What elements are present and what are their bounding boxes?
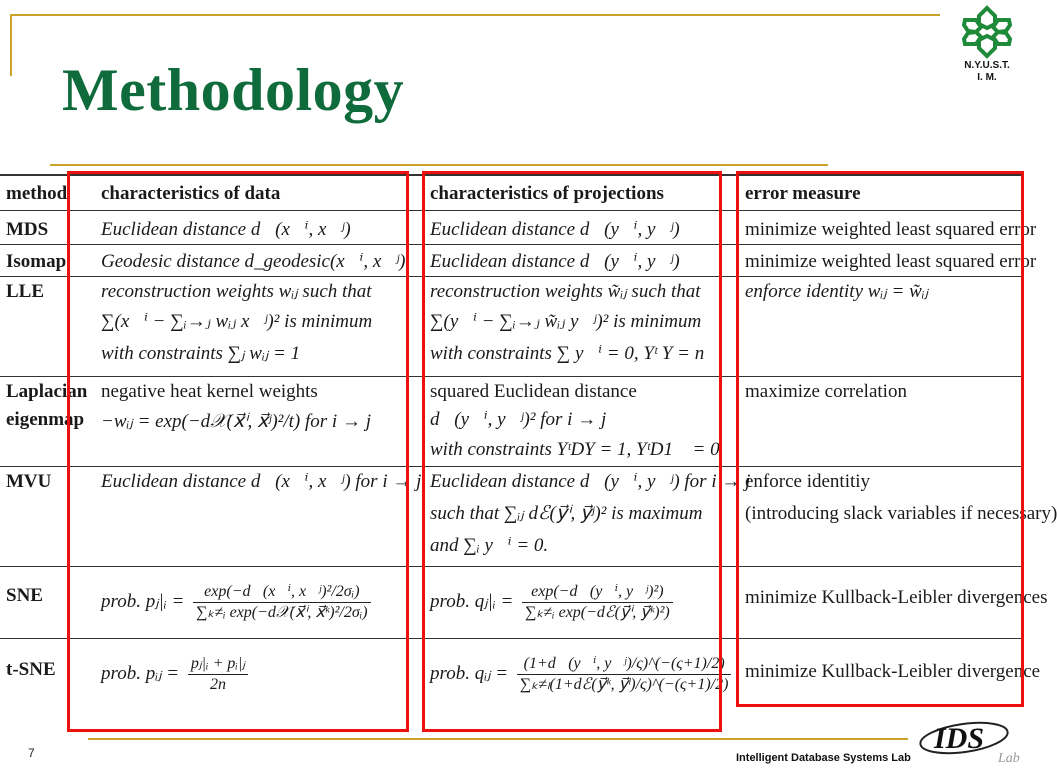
laplacian-projections-line: dℰ(y⃗ⁱ, y⃗ʲ)² for i → j bbox=[430, 409, 607, 430]
sne-proj-denominator: ∑ₖ≠ᵢ exp(−dℰ(y⃗ⁱ, y⃗ᵏ)²) bbox=[525, 604, 670, 621]
mds-data: Euclidean distance d𝒳(x⃗ⁱ, x⃗ʲ) bbox=[101, 219, 351, 240]
header-projections: characteristics of projections bbox=[430, 183, 664, 204]
mvu-data: Euclidean distance d𝒳(x⃗ⁱ, x⃗ʲ) for i → j bbox=[101, 471, 422, 492]
sne-proj-numerator: exp(−dℰ(y⃗ⁱ, y⃗ʲ)²) bbox=[522, 582, 673, 603]
isomap-data: Geodesic distance d_geodesic(x⃗ⁱ, x⃗ʲ) bbox=[101, 251, 406, 272]
isomap-error: minimize weighted least squared error bbox=[745, 251, 1037, 272]
highlight-box-error bbox=[736, 171, 1024, 707]
sne-data-denominator: ∑ₖ≠ᵢ exp(−d𝒳(x⃗ⁱ, x⃗ᵏ)²/2σᵢ) bbox=[196, 604, 368, 621]
logo-label-line2: I. M. bbox=[977, 72, 997, 83]
method-tsne: t-SNE bbox=[6, 659, 56, 680]
mds-error: minimize weighted least squared error bbox=[745, 219, 1037, 240]
method-mds: MDS bbox=[6, 219, 49, 240]
lle-projections-line: with constraints ∑ y⃗ⁱ = 0, Yᵗ Y = n bbox=[430, 343, 705, 364]
header-data: characteristics of data bbox=[101, 183, 281, 204]
mvu-error-line: (introducing slack variables if necessary) bbox=[745, 503, 1057, 524]
slide-title: Methodology bbox=[62, 57, 405, 123]
highlight-box-data bbox=[67, 171, 409, 732]
isomap-projections: Euclidean distance dℰ(y⃗ⁱ, y⃗ʲ) bbox=[430, 251, 680, 272]
laplacian-projections-line: squared Euclidean distance bbox=[430, 381, 637, 402]
highlight-box-projections bbox=[422, 171, 722, 732]
sne-data-numerator: exp(−d𝒳(x⃗ⁱ, x⃗ʲ)²/2σᵢ) bbox=[193, 582, 371, 603]
page-number: 7 bbox=[28, 746, 35, 760]
method-lle: LLE bbox=[6, 281, 45, 302]
tsne-proj-numerator: (1+dℰ(y⃗ⁱ, y⃗ʲ)/ς)^(−(ς+1)/2) bbox=[517, 654, 732, 675]
nyust-logo bbox=[954, 4, 1020, 84]
mvu-projections-line: such that ∑ᵢⱼ dℰ(y⃗ⁱ, y⃗ʲ)² is maximum bbox=[430, 503, 703, 524]
method-mvu: MVU bbox=[6, 471, 52, 492]
laplacian-data-line: negative heat kernel weights bbox=[101, 381, 318, 402]
mvu-projections-line: Euclidean distance dℰ(y⃗ⁱ, y⃗ʲ) for i → j bbox=[430, 471, 751, 492]
top-gold-rule bbox=[10, 14, 940, 16]
lle-error: enforce identity wᵢⱼ = w̃ᵢⱼ bbox=[745, 281, 929, 302]
logo-label-line1: N.Y.U.S.T. bbox=[964, 60, 1010, 71]
lle-projections-line: ∑(y⃗ⁱ − ∑ᵢ→ⱼ w̃ᵢⱼ y⃗ʲ)² is minimum bbox=[430, 311, 702, 332]
laplacian-error: maximize correlation bbox=[745, 381, 907, 402]
sne-data-prefix: prob. pⱼ|ᵢ = bbox=[101, 590, 185, 612]
footer-gold-rule bbox=[88, 738, 908, 740]
header-error: error measure bbox=[745, 183, 861, 204]
sne-error: minimize Kullback-Leibler divergences bbox=[745, 587, 1048, 608]
method-sne: SNE bbox=[6, 585, 43, 606]
sne-proj-prefix: prob. qⱼ|ᵢ = bbox=[430, 590, 514, 612]
tsne-data-denominator: 2n bbox=[209, 676, 226, 693]
laplacian-projections-line: with constraints YᵗDY = 1, YᵗD1⃗ = 0⃗ bbox=[430, 439, 735, 460]
tsne-proj-denominator: ∑ₖ≠ₗ(1+dℰ(y⃗ᵏ, y⃗ˡ)/ς)^(−(ς+1)/2) bbox=[519, 676, 729, 693]
method-laplacian: Laplacian bbox=[6, 381, 88, 402]
tsne-data-numerator: pⱼ|ᵢ + pᵢ|ⱼ bbox=[188, 654, 248, 675]
mvu-error-line: enforce identitiy bbox=[745, 471, 871, 492]
lle-data-line: reconstruction weights wᵢⱼ such that bbox=[101, 281, 372, 302]
mds-projections: Euclidean distance dℰ(y⃗ⁱ, y⃗ʲ) bbox=[430, 219, 680, 240]
left-gold-rule bbox=[10, 14, 12, 76]
tsne-error: minimize Kullback-Leibler divergence bbox=[745, 661, 1041, 682]
title-underline-rule bbox=[50, 164, 828, 166]
snowflake-logo-icon bbox=[959, 4, 1015, 60]
tsne-data-prefix: prob. pᵢⱼ = bbox=[101, 662, 180, 684]
laplacian-data-line: −wᵢⱼ = exp(−d𝒳(x⃗ⁱ, x⃗ʲ)²/t) for i → j bbox=[101, 411, 371, 432]
lle-projections-line: reconstruction weights w̃ᵢⱼ such that bbox=[430, 281, 701, 302]
method-eigenmap: eigenmap bbox=[6, 409, 85, 430]
ids-logo-sub: Lab bbox=[998, 751, 1020, 766]
method-isomap: Isomap bbox=[6, 251, 67, 272]
mvu-projections-line: and ∑ᵢ y⃗ⁱ = 0. bbox=[430, 535, 549, 556]
lle-data-line: ∑(x⃗ⁱ − ∑ᵢ→ⱼ wᵢⱼ x⃗ʲ)² is minimum bbox=[101, 311, 373, 332]
ids-lab-logo-icon bbox=[912, 712, 1022, 766]
lle-data-line: with constraints ∑ⱼ wᵢⱼ = 1 bbox=[101, 343, 301, 364]
tsne-proj-prefix: prob. qᵢⱼ = bbox=[430, 662, 509, 684]
ids-logo-text: IDS bbox=[934, 722, 985, 755]
footer-lab-name: Intelligent Database Systems Lab bbox=[736, 752, 911, 764]
header-method: method bbox=[6, 183, 68, 204]
